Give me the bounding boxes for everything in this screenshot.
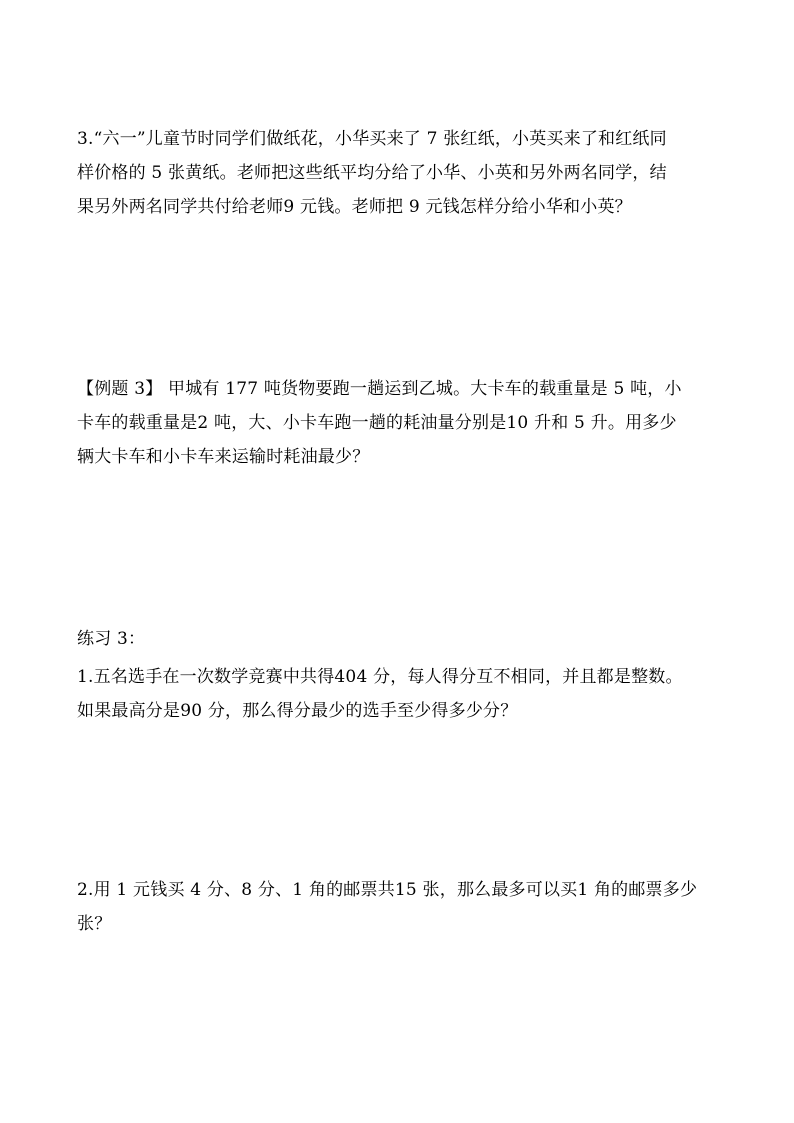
exercise-3-heading: 练习 3： bbox=[77, 629, 146, 649]
exercise-3-q1-line-1: 1.五名选手在一次数学竞赛中共得404 分，每人得分互不相同，并且都是整数。 bbox=[77, 667, 683, 687]
exercise-3-question-1 bbox=[77, 660, 722, 728]
problem-3-line-2: 样价格的 5 张黄纸。老师把这些纸平均分给了小华、小英和另外两名同学，结 bbox=[77, 163, 667, 183]
exercise-3-q2-line-1: 2.用 1 元钱买 4 分、8 分、1 角的邮票共15 张，那么最多可以买1 角的邮票多少 bbox=[77, 880, 698, 900]
exercise-3-q1-line-2: 如果最高分是90 分，那么得分最少的选手至少得多少分？ bbox=[77, 701, 518, 721]
exercise-3-q2-line-2: 张？ bbox=[77, 914, 112, 934]
example-3-line-2: 卡车的载重量是2 吨，大、小卡车跑一趟的耗油量分别是10 升和 5 升。用多少 bbox=[77, 413, 677, 433]
problem-3-line-1: 3.“六一”儿童节时同学们做纸花，小华买来了 7 张红纸，小英买来了和红纸同 bbox=[77, 129, 667, 149]
problem-3 bbox=[77, 122, 722, 224]
example-3 bbox=[77, 372, 722, 474]
exercise-3-question-2 bbox=[77, 873, 722, 941]
problem-3-line-3: 果另外两名同学共付给老师9 元钱。老师把 9 元钱怎样分给小华和小英？ bbox=[77, 197, 632, 217]
example-3-line-3: 辆大卡车和小卡车来运输时耗油最少？ bbox=[77, 447, 370, 467]
exercise-3-heading-block bbox=[77, 622, 722, 656]
example-3-line-1: 【例题 3】 甲城有 177 吨货物要跑一趟运到乙城。大卡车的载重量是 5 吨，小 bbox=[77, 379, 682, 399]
